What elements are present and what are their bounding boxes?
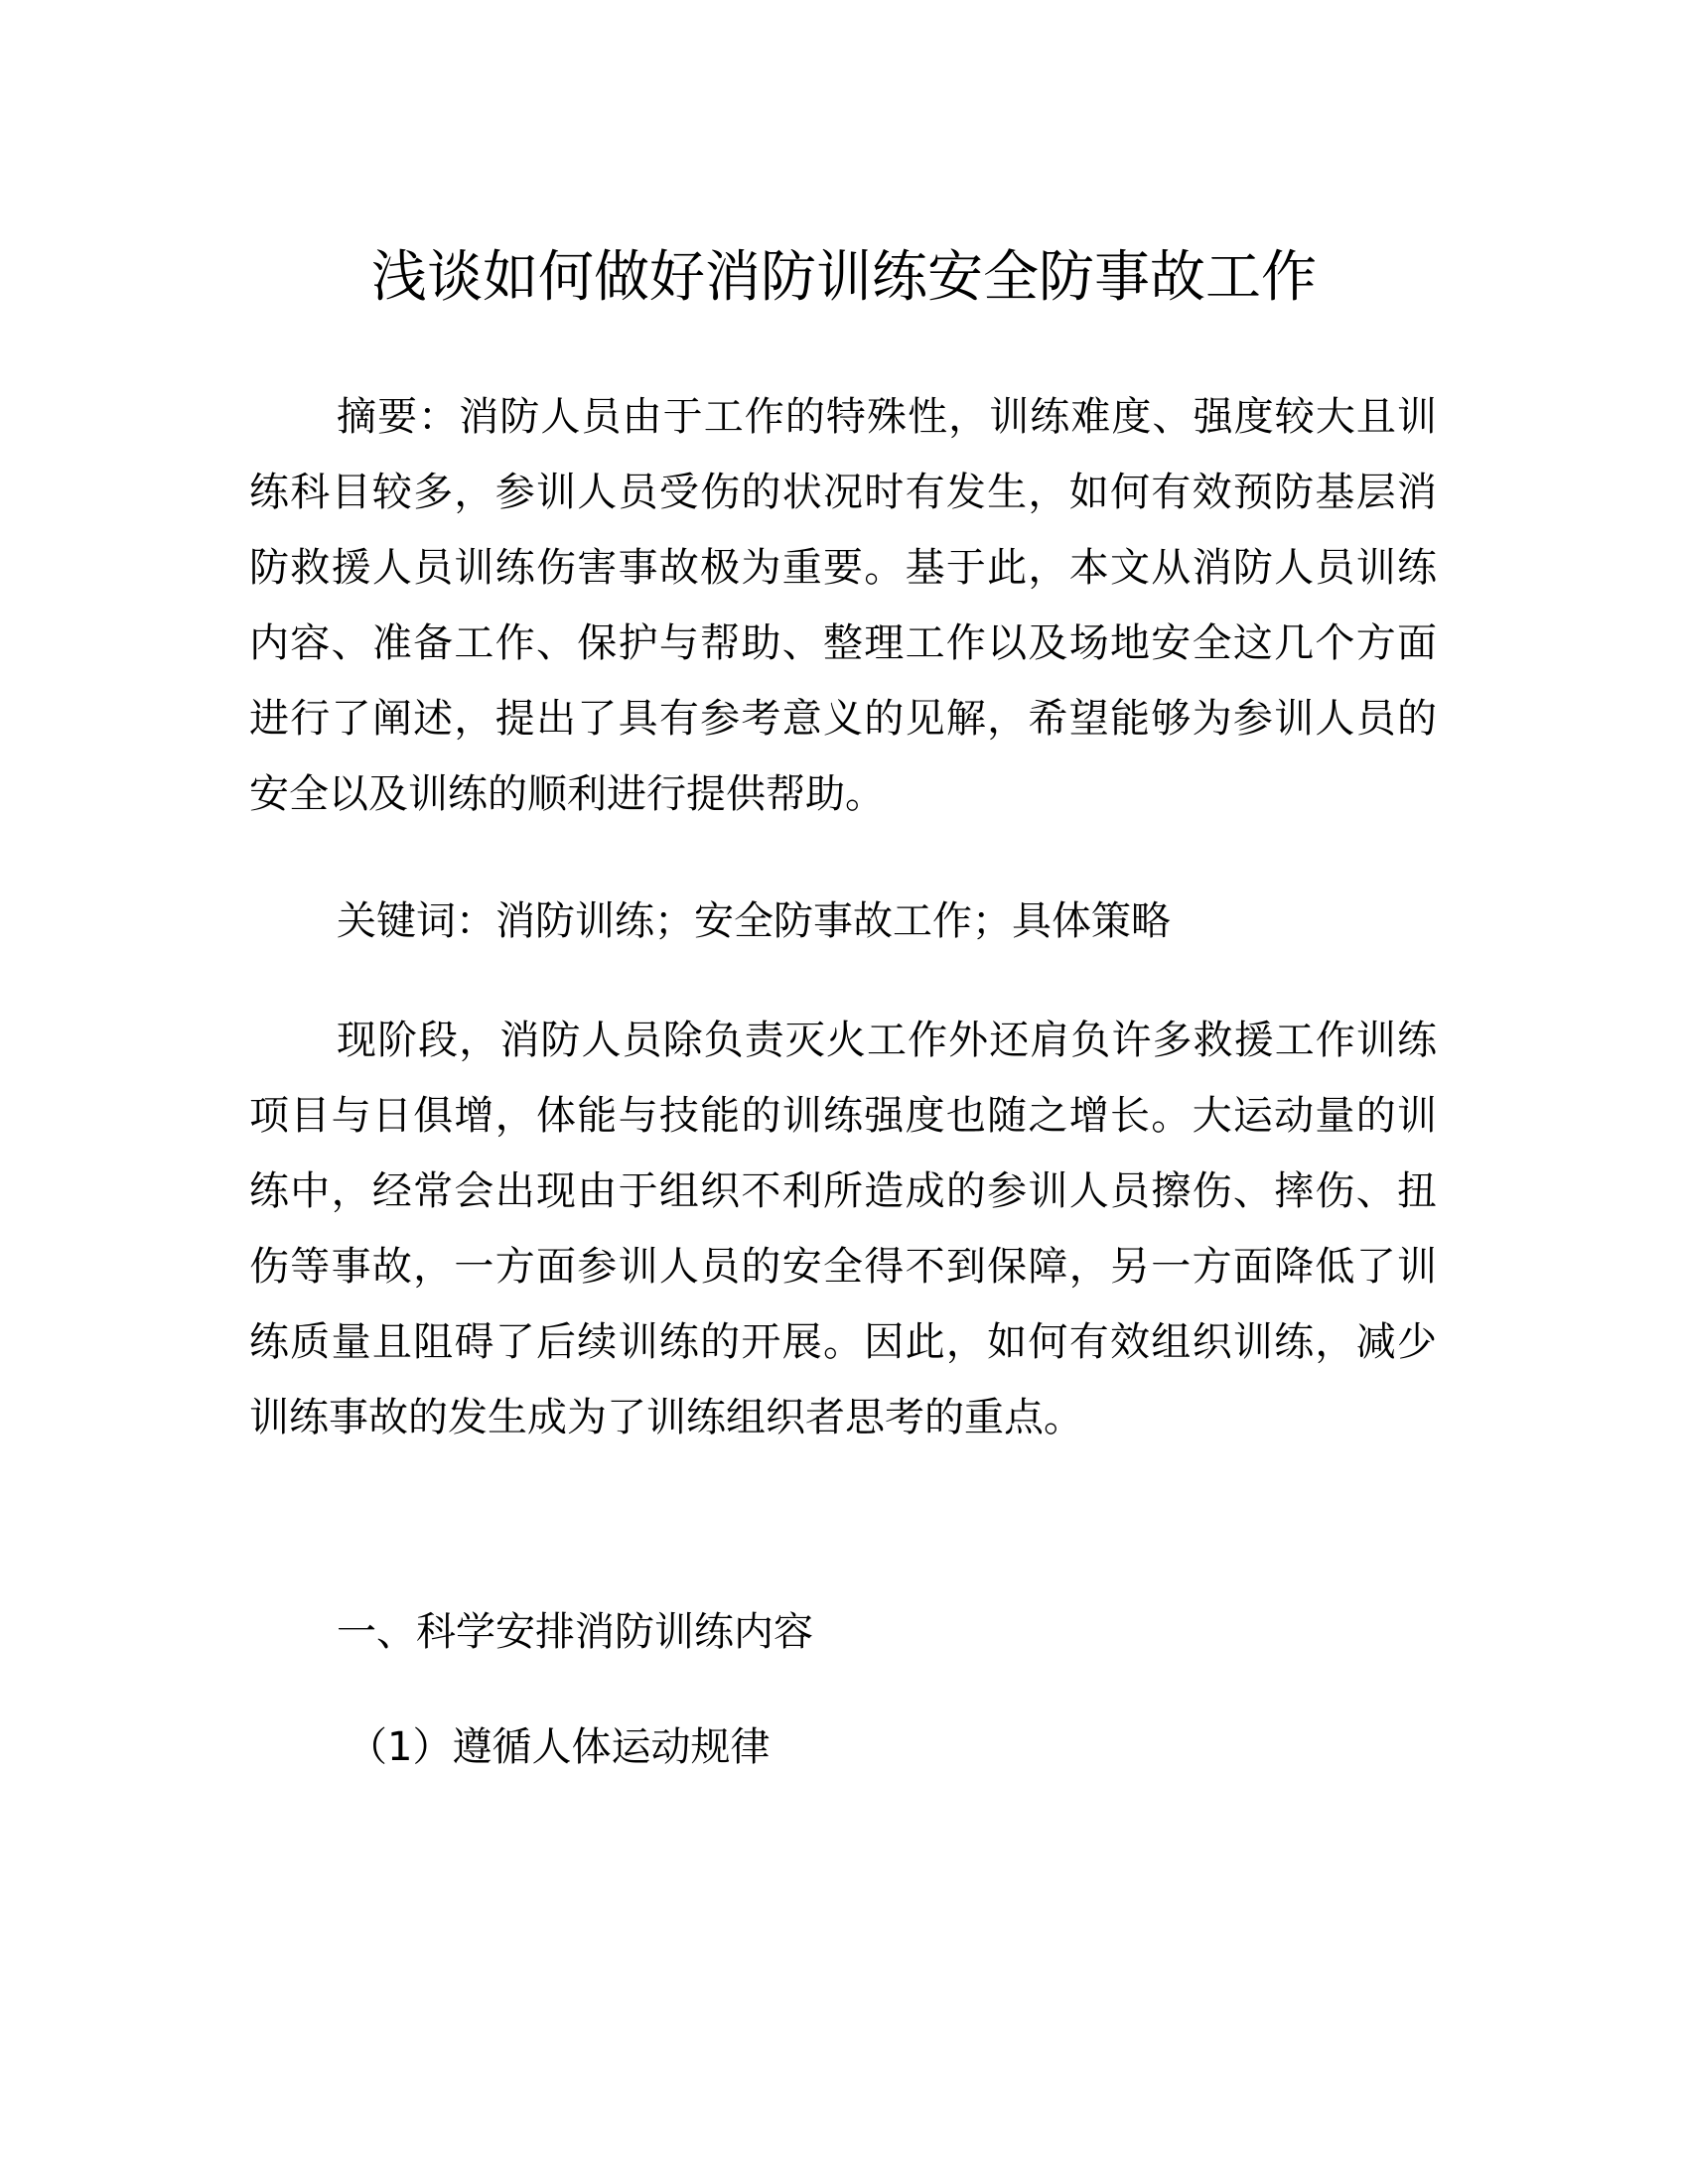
subsection-heading: （1）遵循人体运动规律 xyxy=(348,1724,771,1770)
keywords-paragraph: 关键词：消防训练；安全防事故工作；具体策略 xyxy=(337,898,1171,944)
section-heading: 一、科学安排消防训练内容 xyxy=(337,1609,813,1655)
document-title: 浅谈如何做好消防训练安全防事故工作 xyxy=(371,245,1317,310)
intro-paragraph: 现阶段，消防人员除负责灭火工作外还肩负许多救援工作训练项目与日俱增，体能与技能的训练强度也随之增长。大运动量的训练中，经常会出现由于组织不利所造成的参训人员擦伤、摔伤、扭伤等事故，一方面参训人员的安全得不到保障，另一方面降低了训练质量且阻碍了后续训练的开展。因此，如何有效组织训练，减少训练事故的发生成为了训练组织者思考的重点。 xyxy=(249,1018,1437,1440)
abstract-paragraph: 摘要：消防人员由于工作的特殊性，训练难度、强度较大且训练科目较多，参训人员受伤的状况时有发生，如何有效预防基层消防救援人员训练伤害事故极为重要。基于此，本文从消防人员训练内容、准备工作、保护与帮助、整理工作以及场地安全这几个方面进行了阐述，提出了具有参考意义的见解，希望能够为参训人员的安全以及训练的顺利进行提供帮助。 xyxy=(249,394,1437,817)
